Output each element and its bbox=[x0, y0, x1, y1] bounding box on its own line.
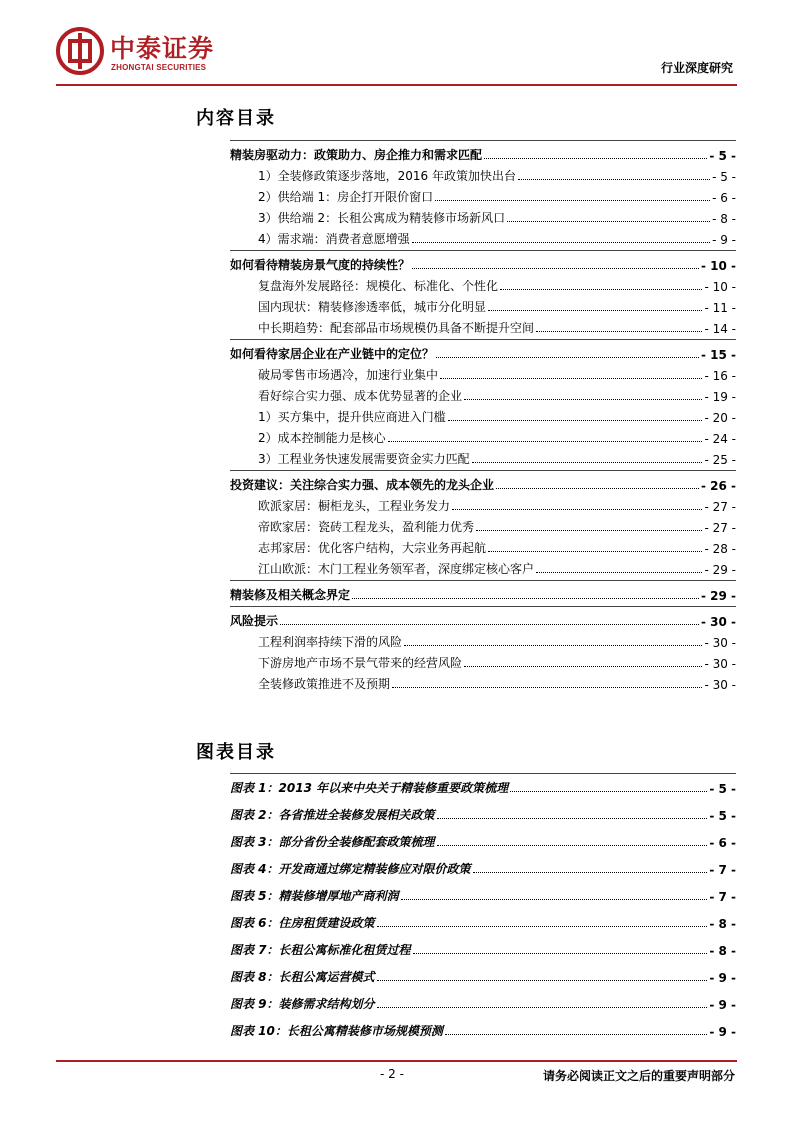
toc-entry[interactable]: 看好综合实力强、成本优势显著的企业 - 19 - bbox=[258, 389, 736, 404]
footer-disclaimer: 请务必阅读正文之后的重要声明部分 bbox=[542, 1069, 735, 1083]
figure-entry[interactable]: 图表 5：精装修增厚地产商利润 - 7 - bbox=[230, 889, 736, 904]
page-number: - 2 - bbox=[380, 1067, 404, 1081]
figure-entry[interactable]: 图表 10：长租公寓精装修市场规模预测 - 9 - bbox=[230, 1024, 736, 1039]
toc-entry[interactable]: 全装修政策推进不及预期 - 30 - bbox=[258, 677, 736, 692]
toc-entry[interactable]: 3）工程业务快速发展需要资金实力匹配 - 25 - bbox=[258, 452, 736, 467]
toc-section-rule bbox=[230, 470, 736, 471]
figure-entry[interactable]: 图表 8：长租公寓运营模式 - 9 - bbox=[230, 970, 736, 985]
toc-entry[interactable]: 中长期趋势：配套部品市场规模仍具备不断提升空间 - 14 - bbox=[258, 321, 736, 336]
zhongtai-logo-icon bbox=[56, 27, 104, 75]
toc-entry[interactable]: 1）全装修政策逐步落地，2016 年政策加快出台 - 5 - bbox=[258, 169, 736, 184]
toc-entry[interactable]: 2）供给端 1：房企打开限价窗口 - 6 - bbox=[258, 190, 736, 205]
toc-entry[interactable]: 精装房驱动力：政策助力、房企推力和需求匹配 - 5 - bbox=[230, 148, 736, 163]
toc-entry[interactable]: 帝欧家居：瓷砖工程龙头，盈利能力优秀 - 27 - bbox=[258, 520, 736, 535]
figure-entry[interactable]: 图表 4：开发商通过绑定精装修应对限价政策 - 7 - bbox=[230, 862, 736, 877]
figures-title: 图表目录 bbox=[196, 742, 276, 763]
document-type: 行业深度研究 bbox=[660, 61, 733, 75]
figure-entry[interactable]: 图表 6：住房租赁建设政策 - 8 - bbox=[230, 916, 736, 931]
toc-section-rule bbox=[230, 339, 736, 340]
figures-top-rule bbox=[230, 773, 736, 774]
toc-entry[interactable]: 精装修及相关概念界定 - 29 - bbox=[230, 588, 736, 603]
toc-list bbox=[230, 140, 736, 700]
toc-entry[interactable]: 1）买方集中，提升供应商进入门槛 - 20 - bbox=[258, 410, 736, 425]
toc-entry[interactable]: 如何看待家居企业在产业链中的定位？ - 15 - bbox=[230, 347, 736, 362]
toc-entry[interactable]: 破局零售市场遇冷，加速行业集中 - 16 - bbox=[258, 368, 736, 383]
figures-list bbox=[230, 773, 736, 1043]
toc-entry[interactable]: 复盘海外发展路径：规模化、标准化、个性化 - 10 - bbox=[258, 279, 736, 294]
figure-entry[interactable]: 图表 2：各省推进全装修发展相关政策 - 5 - bbox=[230, 808, 736, 823]
toc-entry[interactable]: 国内现状：精装修渗透率低，城市分化明显 - 11 - bbox=[258, 300, 736, 315]
toc-entry[interactable]: 下游房地产市场不景气带来的经营风险 - 30 - bbox=[258, 656, 736, 671]
toc-entry[interactable]: 工程利润率持续下滑的风险 - 30 - bbox=[258, 635, 736, 650]
toc-entry[interactable]: 风险提示 - 30 - bbox=[230, 614, 736, 629]
figure-entry[interactable]: 图表 3：部分省份全装修配套政策梳理 - 6 - bbox=[230, 835, 736, 850]
company-logo bbox=[56, 27, 256, 81]
toc-top-rule bbox=[230, 140, 736, 141]
toc-entry[interactable]: 欧派家居：橱柜龙头，工程业务发力 - 27 - bbox=[258, 499, 736, 514]
toc-entry[interactable]: 如何看待精装房景气度的持续性？ - 10 - bbox=[230, 258, 736, 273]
toc-entry[interactable]: 4）需求端：消费者意愿增强 - 9 - bbox=[258, 232, 736, 247]
header-divider bbox=[56, 84, 737, 86]
toc-title: 内容目录 bbox=[196, 108, 276, 129]
figure-entry[interactable]: 图表 9：装修需求结构划分 - 9 - bbox=[230, 997, 736, 1012]
footer-divider bbox=[56, 1060, 737, 1062]
toc-section-rule bbox=[230, 606, 736, 607]
figure-entry[interactable]: 图表 7：长租公寓标准化租赁过程 - 8 - bbox=[230, 943, 736, 958]
toc-entry[interactable]: 2）成本控制能力是核心 - 24 - bbox=[258, 431, 736, 446]
logo-english-name: ZHONGTAI SECURITIES bbox=[111, 63, 207, 72]
toc-entry[interactable]: 3）供给端 2：长租公寓成为精装修市场新风口 - 8 - bbox=[258, 211, 736, 226]
toc-section-rule bbox=[230, 250, 736, 251]
figure-entry[interactable]: 图表 1：2013 年以来中央关于精装修重要政策梳理 - 5 - bbox=[230, 781, 736, 796]
toc-entry[interactable]: 投资建议：关注综合实力强、成本领先的龙头企业 - 26 - bbox=[230, 478, 736, 493]
toc-entry[interactable]: 志邦家居：优化客户结构，大宗业务再起航 - 28 - bbox=[258, 541, 736, 556]
logo-chinese-name: 中泰证券 bbox=[110, 34, 215, 63]
toc-section-rule bbox=[230, 580, 736, 581]
toc-entry[interactable]: 江山欧派：木门工程业务领军者，深度绑定核心客户 - 29 - bbox=[258, 562, 736, 577]
